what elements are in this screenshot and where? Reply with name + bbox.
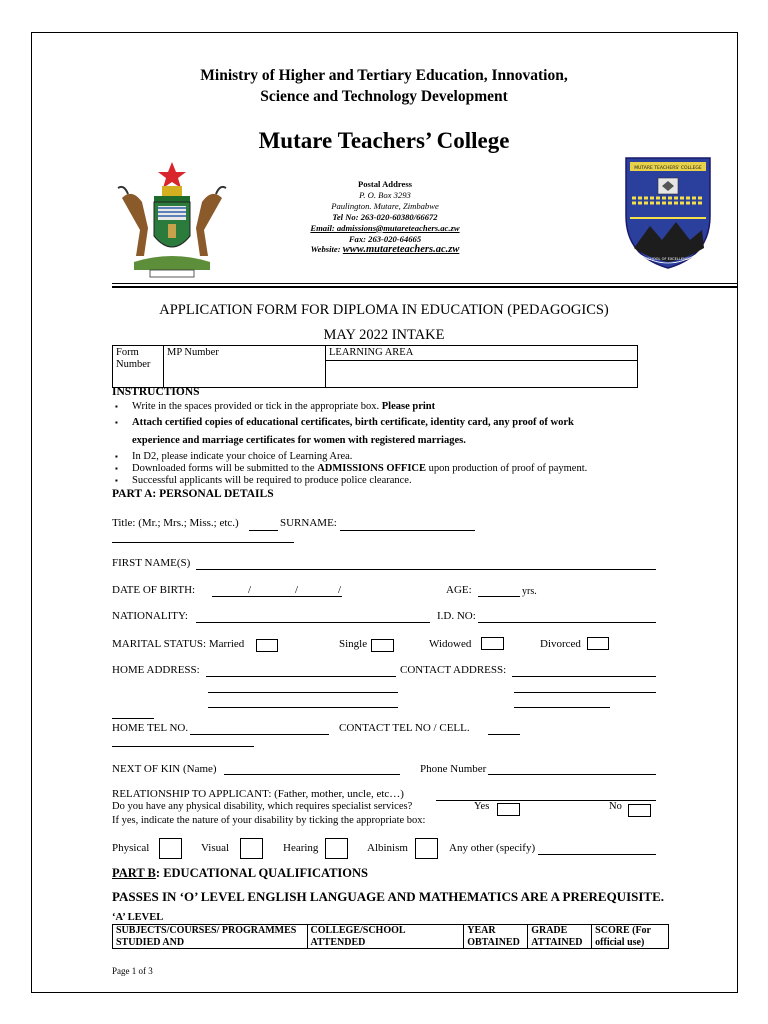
physical-label: Physical <box>112 842 150 854</box>
home-address-input-4[interactable] <box>112 718 154 719</box>
form-title: APPLICATION FORM FOR DIPLOMA IN EDUCATION (PEDAGOGICS) <box>159 302 609 318</box>
website-link[interactable]: www.mutareteachers.ac.zw <box>342 244 460 256</box>
home-tel-label: HOME TEL NO. <box>112 722 189 734</box>
marital-status-label: MARITAL STATUS: Married <box>112 638 245 650</box>
instruction-item-2-cont: experience and marriage certificates for women with registered marriages. <box>132 435 466 446</box>
college-name: Mutare Teachers’ College <box>258 128 510 153</box>
physical-checkbox[interactable] <box>159 838 182 859</box>
relationship-label: RELATIONSHIP TO APPLICANT: (Father, mother, uncle, etc…) <box>112 788 404 800</box>
any-other-label: Any other (specify) <box>449 842 536 854</box>
address-heading: Postal Address <box>357 179 413 189</box>
college-crest-icon <box>624 156 712 270</box>
next-of-kin-input[interactable] <box>224 774 400 775</box>
home-address-input-1[interactable] <box>206 676 396 677</box>
nationality-label: NATIONALITY: <box>112 610 188 622</box>
dob-input[interactable] <box>212 596 342 597</box>
coat-of-arms-icon <box>114 158 230 280</box>
instruction-item-4: ▪ Downloaded forms will be submitted to the ADMISSIONS OFFICE upon production of proof of payment. <box>115 463 588 474</box>
next-of-kin-label: NEXT OF KIN (Name) <box>112 763 217 775</box>
learning-area-input[interactable] <box>326 361 638 388</box>
age-input[interactable] <box>478 596 520 597</box>
albinism-label: Albinism <box>367 842 408 854</box>
surname-input[interactable] <box>340 530 475 531</box>
home-address-label: HOME ADDRESS: <box>112 664 200 676</box>
id-no-label: I.D. NO: <box>437 610 476 622</box>
albinism-checkbox[interactable] <box>415 838 438 859</box>
disability-question: Do you have any physical disability, which requires specialist services? <box>112 801 413 812</box>
col-subjects: SUBJECTS/COURSES/ PROGRAMMES STUDIED AND <box>113 925 308 949</box>
contact-tel-input[interactable] <box>488 734 520 735</box>
home-tel-input-cont[interactable] <box>112 746 254 747</box>
col-year: YEAR OBTAINED <box>464 925 528 949</box>
instructions-heading: INSTRUCTIONS <box>112 386 200 398</box>
relationship-input[interactable] <box>436 800 656 801</box>
col-grade: GRADE ATTAINED <box>528 925 592 949</box>
ministry-line-2: Science and Technology Development <box>260 88 508 105</box>
contact-address-input-2[interactable] <box>514 692 656 693</box>
dob-slash-1: / <box>248 584 252 596</box>
phone-number-label: Phone Number <box>420 763 487 775</box>
disability-nature-label: If yes, indicate the nature of your disability by ticking the appropriate box: <box>112 815 426 826</box>
address-city: Paulington. Mutare, Zimbabwe <box>331 200 439 211</box>
contact-address-input-1[interactable] <box>512 676 656 677</box>
divorced-checkbox[interactable] <box>587 637 609 650</box>
age-unit: yrs. <box>522 586 537 597</box>
mp-number-label: MP Number <box>167 347 219 358</box>
disability-no-checkbox[interactable] <box>628 804 651 817</box>
surname-input-cont[interactable] <box>112 542 294 543</box>
form-number-label: Form Number <box>113 346 164 388</box>
title-input[interactable] <box>249 530 278 531</box>
address-email[interactable]: Email: admissions@mutareteachers.ac.zw <box>310 222 460 233</box>
dob-slash-3: / <box>338 584 342 596</box>
hearing-label: Hearing <box>283 842 319 854</box>
home-tel-input[interactable] <box>190 734 329 735</box>
website-label: Website: <box>310 244 341 255</box>
address-tel: Tel No: 263-020-60380/66672 <box>332 211 438 222</box>
contact-address-label: CONTACT ADDRESS: <box>400 664 507 676</box>
dob-slash-2: / <box>295 584 299 596</box>
contact-tel-label: CONTACT TEL NO / CELL. <box>339 722 470 734</box>
col-college: COLLEGE/SCHOOL ATTENDED <box>307 925 464 949</box>
id-no-input[interactable] <box>478 622 656 623</box>
ministry-line-1: Ministry of Higher and Tertiary Education, Innovation, <box>200 67 568 84</box>
widowed-label: Widowed <box>429 638 472 650</box>
widowed-checkbox[interactable] <box>481 637 504 650</box>
single-checkbox[interactable] <box>371 639 394 652</box>
surname-label: SURNAME: <box>280 517 337 529</box>
form-intake: MAY 2022 INTAKE <box>323 327 445 343</box>
divorced-label: Divorced <box>540 638 581 650</box>
part-b-heading: PART B: EDUCATIONAL QUALIFICATIONS <box>112 866 368 880</box>
a-level-table <box>112 924 669 949</box>
first-names-label: FIRST NAME(S) <box>112 557 191 569</box>
phone-number-input[interactable] <box>488 774 656 775</box>
address-fax: Fax: 263-020-64665 <box>348 233 422 244</box>
instruction-item-1: ▪ Write in the spaces provided or tick in the appropriate box. Please print <box>115 401 436 412</box>
disability-yes-label: Yes <box>474 801 490 812</box>
nationality-input[interactable] <box>196 622 430 623</box>
age-label: AGE: <box>446 584 472 596</box>
disability-yes-checkbox[interactable] <box>497 803 520 816</box>
contact-address-input-3[interactable] <box>514 707 610 708</box>
single-label: Single <box>339 638 368 650</box>
first-names-input[interactable] <box>196 569 656 570</box>
part-a-heading: PART A: PERSONAL DETAILS <box>112 488 274 500</box>
hearing-checkbox[interactable] <box>325 838 348 859</box>
a-level-label: ‘A’ LEVEL <box>112 912 164 923</box>
header-rule-top <box>112 283 738 284</box>
title-label: Title: (Mr.; Mrs.; Miss.; etc.) <box>112 517 239 529</box>
page-number: Page 1 of 3 <box>112 966 153 976</box>
any-other-input[interactable] <box>538 854 656 855</box>
learning-area-label: LEARNING AREA <box>326 346 638 361</box>
address-box: P. O. Box 3293 <box>359 189 411 200</box>
form-number-table <box>112 345 638 388</box>
prerequisite-note: PASSES IN ‘O’ LEVEL ENGLISH LANGUAGE AND MATHEMATICS ARE A PREREQUISITE. <box>112 889 665 904</box>
instruction-item-2: ▪ Attach certified copies of educational certificates, birth certificate, identity card, any proof of work <box>115 417 574 428</box>
home-address-input-3[interactable] <box>208 707 398 708</box>
crest-motto-text: SCHOOL OF EXCELLENCE <box>645 257 691 261</box>
mp-number-cell[interactable] <box>164 346 326 388</box>
married-checkbox[interactable] <box>256 639 278 652</box>
crest-banner-text: MUTARE TEACHERS' COLLEGE <box>634 166 702 171</box>
header-rule-bottom <box>112 286 738 288</box>
postal-address-block <box>300 179 470 256</box>
disability-no-label: No <box>609 801 622 812</box>
instruction-item-5: ▪ Successful applicants will be required to produce police clearance. <box>115 475 412 486</box>
instruction-item-3: ▪ In D2, please indicate your choice of Learning Area. <box>115 451 353 462</box>
visual-label: Visual <box>201 842 230 854</box>
col-score: SCORE (For official use) <box>592 925 669 949</box>
home-address-input-2[interactable] <box>208 692 398 693</box>
visual-checkbox[interactable] <box>240 838 263 859</box>
dob-label: DATE OF BIRTH: <box>112 584 196 596</box>
